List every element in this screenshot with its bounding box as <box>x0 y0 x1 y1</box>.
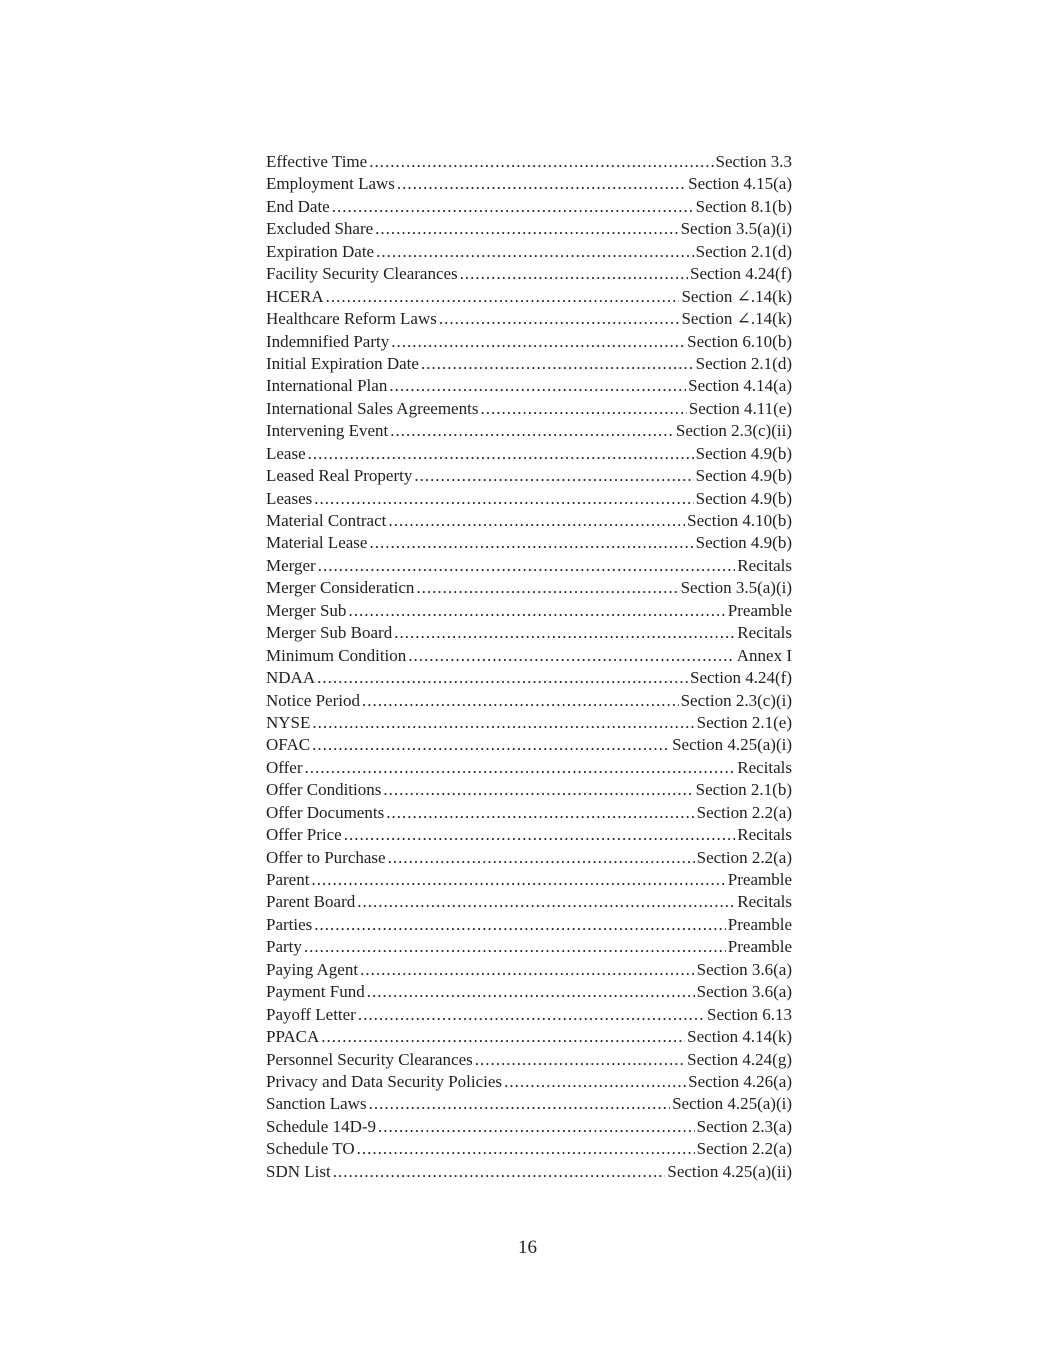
entry-term: NDAA <box>266 668 316 688</box>
entry-reference: Preamble <box>727 870 792 889</box>
entry-term: HCERA <box>266 286 324 306</box>
index-entry <box>266 218 792 240</box>
dot-leader <box>332 196 694 218</box>
dot-leader <box>504 1071 686 1093</box>
entry-term: Offer Price <box>266 825 342 845</box>
index-entry <box>266 1093 792 1115</box>
entry-reference: Section 4.9(b) <box>695 466 792 486</box>
entry-term: Intervening Event <box>266 421 389 441</box>
entry-term: International Plan <box>266 376 388 396</box>
dot-leader <box>344 824 736 846</box>
entry-reference: Section 3.5(a)(i) <box>680 578 792 598</box>
index-entry <box>266 465 792 487</box>
index-entry <box>266 891 792 913</box>
index-entry <box>266 779 792 801</box>
entry-reference: Section ∠.14(k) <box>681 286 792 306</box>
entry-reference: Section 2.3(c)(i) <box>680 690 792 710</box>
index-entry <box>266 443 792 465</box>
defined-terms-index <box>266 151 792 1183</box>
entry-term: Parties <box>266 914 313 934</box>
entry-reference: Recitals <box>737 623 792 643</box>
index-entry <box>266 1116 792 1138</box>
entry-term: Material Lease <box>266 533 368 553</box>
entry-reference: Section 2.3(c)(ii) <box>675 421 792 441</box>
dot-leader <box>416 577 678 599</box>
index-entry <box>266 1161 792 1183</box>
dot-leader <box>369 151 713 173</box>
index-entry <box>266 375 792 397</box>
index-entry <box>266 196 792 218</box>
entry-term: Employment Laws <box>266 174 395 194</box>
index-entry <box>266 1138 792 1160</box>
index-entry <box>266 712 792 734</box>
dot-leader <box>394 622 735 644</box>
index-entry <box>266 667 792 689</box>
index-entry <box>266 824 792 846</box>
dot-leader <box>308 443 694 465</box>
dot-leader <box>390 420 674 442</box>
entry-reference: Section 3.6(a) <box>696 959 792 979</box>
index-entry <box>266 1049 792 1071</box>
entry-reference: Preamble <box>727 914 792 934</box>
entry-term: Paying Agent <box>266 959 359 979</box>
dot-leader <box>386 802 694 824</box>
dot-leader <box>375 218 678 240</box>
dot-leader <box>304 936 726 958</box>
entry-term: International Sales Agreements <box>266 398 479 418</box>
index-entry <box>266 577 792 599</box>
dot-leader <box>460 263 688 285</box>
dot-leader <box>369 532 693 554</box>
dot-leader <box>318 555 736 577</box>
index-entry <box>266 398 792 420</box>
entry-term: Lease <box>266 443 306 463</box>
index-entry <box>266 914 792 936</box>
index-entry <box>266 869 792 891</box>
index-entry <box>266 286 792 308</box>
index-entry <box>266 331 792 353</box>
index-entry <box>266 173 792 195</box>
entry-reference: Section 4.9(b) <box>695 533 792 553</box>
entry-reference: Section 2.2(a) <box>696 847 792 867</box>
index-entry <box>266 510 792 532</box>
dot-leader <box>311 869 725 891</box>
entry-term: Parent Board <box>266 892 356 912</box>
dot-leader <box>314 488 693 510</box>
entry-term: Initial Expiration Date <box>266 353 419 373</box>
index-entry <box>266 622 792 644</box>
dot-leader <box>357 891 735 913</box>
entry-term: Merger Sub <box>266 600 347 620</box>
index-entry <box>266 241 792 263</box>
entry-term: Payment Fund <box>266 982 365 1002</box>
entry-term: Parent <box>266 870 310 889</box>
entry-reference: Section 2.2(a) <box>696 802 792 822</box>
entry-reference: Section 4.9(b) <box>695 443 792 463</box>
entry-reference: Section 4.24(g) <box>687 1049 792 1069</box>
dot-leader <box>369 1093 671 1115</box>
entry-term: Payoff Letter <box>266 1004 356 1024</box>
index-entry <box>266 308 792 330</box>
index-entry <box>266 959 792 981</box>
entry-term: Privacy and Data Security Policies <box>266 1071 503 1091</box>
entry-reference: Section 3.5(a)(i) <box>680 219 792 239</box>
entry-reference: Section 6.13 <box>707 1004 792 1024</box>
entry-term: Merger Consideraticn <box>266 578 415 598</box>
entry-reference: Recitals <box>737 757 792 777</box>
entry-reference: Section 4.25(a)(ii) <box>667 1161 792 1181</box>
entry-term: End Date <box>266 196 330 216</box>
dot-leader <box>333 1161 666 1183</box>
dot-leader <box>408 645 734 667</box>
index-entry <box>266 263 792 285</box>
dot-leader <box>358 1004 705 1026</box>
entry-reference: Annex I <box>736 645 792 665</box>
entry-reference: Recitals <box>737 825 792 845</box>
dot-leader <box>312 734 670 756</box>
entry-term: Merger <box>266 555 316 575</box>
entry-reference: Section 2.3(a) <box>696 1116 792 1136</box>
dot-leader <box>389 375 686 397</box>
index-entry <box>266 488 792 510</box>
entry-reference: Recitals <box>737 892 792 912</box>
dot-leader <box>314 914 726 936</box>
entry-term: NYSE <box>266 712 311 732</box>
index-entry <box>266 1004 792 1026</box>
index-entry <box>266 1026 792 1048</box>
dot-leader <box>367 981 695 1003</box>
index-entry <box>266 802 792 824</box>
entry-term: Leases <box>266 488 313 508</box>
entry-term: Effective Time <box>266 152 368 171</box>
entry-term: Minimum Condition <box>266 645 407 665</box>
dot-leader <box>376 241 694 263</box>
index-entry <box>266 600 792 622</box>
entry-term: Sanction Laws <box>266 1094 367 1114</box>
index-entry <box>266 936 792 958</box>
dot-leader <box>348 600 725 622</box>
dot-leader <box>383 779 693 801</box>
entry-term: Indemnified Party <box>266 331 390 351</box>
entry-term: Offer Conditions <box>266 780 382 800</box>
dot-leader <box>305 757 736 779</box>
dot-leader <box>362 690 679 712</box>
dot-leader <box>439 308 680 330</box>
index-entry <box>266 420 792 442</box>
entry-reference: Section 2.1(b) <box>695 780 792 800</box>
entry-term: Notice Period <box>266 690 360 710</box>
index-entry <box>266 757 792 779</box>
dot-leader <box>475 1049 685 1071</box>
entry-term: SDN List <box>266 1161 331 1181</box>
dot-leader <box>391 331 685 353</box>
index-entry <box>266 532 792 554</box>
entry-term: Party <box>266 937 302 957</box>
dot-leader <box>397 173 686 195</box>
entry-reference: Section 2.1(e) <box>696 712 792 732</box>
dot-leader <box>378 1116 695 1138</box>
entry-term: Merger Sub Board <box>266 623 393 643</box>
entry-reference: Section 6.10(b) <box>687 331 792 351</box>
entry-term: Schedule 14D-9 <box>266 1116 377 1136</box>
entry-term: Offer Documents <box>266 802 385 822</box>
entry-reference: Section 4.25(a)(i) <box>672 735 792 755</box>
entry-reference: Section 4.11(e) <box>688 398 792 418</box>
entry-term: Offer <box>266 757 303 777</box>
entry-reference: Preamble <box>727 600 792 620</box>
dot-leader <box>360 959 695 981</box>
entry-term: Offer to Purchase <box>266 847 386 867</box>
entry-term: Schedule TO <box>266 1139 355 1159</box>
entry-reference: Preamble <box>727 937 792 957</box>
dot-leader <box>312 712 694 734</box>
entry-reference: Section 4.14(a) <box>688 376 792 396</box>
index-entry <box>266 645 792 667</box>
index-entry <box>266 555 792 577</box>
dot-leader <box>326 286 680 308</box>
entry-reference: Section 4.24(f) <box>690 668 792 688</box>
entry-reference: Section ∠.14(k) <box>681 309 792 329</box>
entry-reference: Section 2.1(d) <box>695 241 792 261</box>
entry-reference: Recitals <box>737 555 792 575</box>
dot-leader <box>317 667 688 689</box>
dot-leader <box>388 847 695 869</box>
index-entry <box>266 847 792 869</box>
index-entry <box>266 1071 792 1093</box>
index-entry <box>266 981 792 1003</box>
index-entry <box>266 151 792 173</box>
entry-term: Personnel Security Clearances <box>266 1049 473 1069</box>
entry-term: Material Contract <box>266 511 387 530</box>
entry-reference: Section 8.1(b) <box>695 196 792 216</box>
dot-leader <box>414 465 693 487</box>
entry-term: Leased Real Property <box>266 466 413 486</box>
entry-reference: Section 4.14(k) <box>687 1027 792 1047</box>
index-entry <box>266 690 792 712</box>
entry-term: PPACA <box>266 1027 320 1047</box>
index-entry <box>266 353 792 375</box>
index-entry <box>266 734 792 756</box>
page-number: 16 <box>518 1237 537 1258</box>
entry-reference: Section 4.9(b) <box>695 488 792 508</box>
entry-reference: Section 4.25(a)(i) <box>672 1094 792 1114</box>
entry-reference: Section 4.15(a) <box>688 174 792 194</box>
entry-term: Expiration Date <box>266 241 375 261</box>
entry-reference: Section 4.26(a) <box>688 1071 792 1091</box>
entry-reference: Section 4.24(f) <box>690 264 792 284</box>
dot-leader <box>480 398 686 420</box>
entry-term: OFAC <box>266 735 311 755</box>
entry-reference: Section 2.1(d) <box>695 353 792 373</box>
entry-reference: Section 4.10(b) <box>687 511 792 530</box>
entry-reference: Section 3.6(a) <box>696 982 792 1002</box>
entry-reference: Section 3.3 <box>715 152 792 171</box>
dot-leader <box>388 510 685 532</box>
dot-leader <box>421 353 694 375</box>
entry-term: Healthcare Reform Laws <box>266 309 437 329</box>
dot-leader <box>321 1026 685 1048</box>
entry-reference: Section 2.2(a) <box>696 1139 792 1159</box>
entry-term: Excluded Share <box>266 219 374 239</box>
entry-term: Facility Security Clearances <box>266 264 458 284</box>
dot-leader <box>357 1138 695 1160</box>
